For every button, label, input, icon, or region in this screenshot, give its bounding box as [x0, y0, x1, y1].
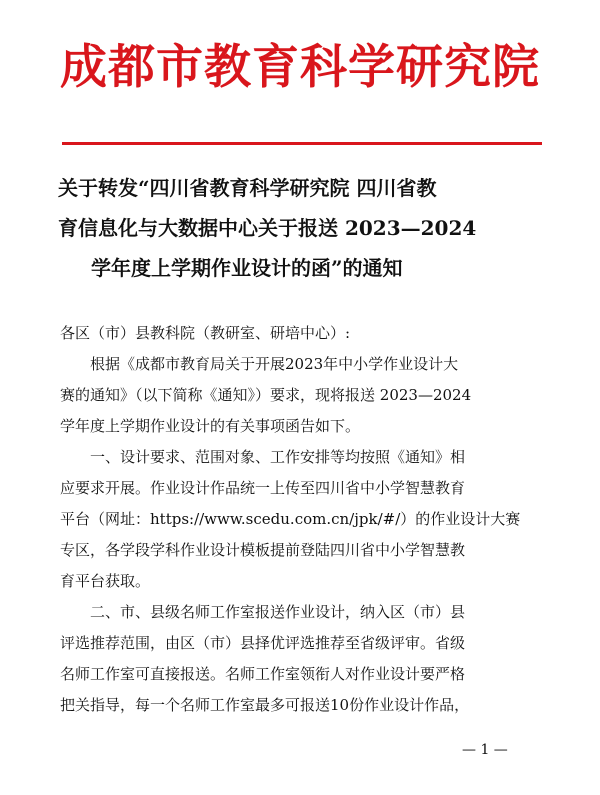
paragraph-line: 把关指导，每一个名师工作室最多可报送10份作业设计作品， — [60, 696, 470, 714]
title-line: 关于转发“四川省教育科学研究院 四川省教 — [58, 176, 437, 200]
letterhead-org-name: 成都市教育科学研究院 — [60, 40, 540, 95]
paragraph-line: 评选推荐范围，由区（市）县择优评选推荐至省级评审。省级 — [60, 634, 466, 652]
document-body — [60, 318, 548, 721]
title-line: 学年度上学期作业设计的函”的通知 — [91, 256, 403, 280]
paragraph-1 — [60, 349, 548, 442]
title-line: 育信息化与大数据中心关于报送 2023—2024 — [58, 216, 477, 240]
paragraph-3 — [60, 597, 548, 721]
document-title — [58, 168, 548, 288]
page-number: — 1 — — [462, 742, 508, 758]
paragraph-line: 赛的通知》（以下简称《通知》）要求，现将报送 2023—2024 — [60, 386, 472, 404]
salutation: 各区（市）县教科院（教研室、研培中心）: — [60, 324, 351, 342]
paragraph-line: 一、设计要求、范围对象、工作安排等均按照《通知》相 — [90, 448, 466, 466]
paragraph-line: 育平台获取。 — [60, 572, 151, 590]
paragraph-2 — [60, 442, 548, 597]
paragraph-line: 根据《成都市教育局关于开展2023年中小学作业设计大 — [90, 355, 459, 373]
paragraph-line: 二、市、县级名师工作室报送作业设计，纳入区（市）县 — [90, 603, 466, 621]
paragraph-line: 名师工作室可直接报送。名师工作室领衔人对作业设计要严格 — [60, 665, 466, 683]
paragraph-line: 平台（网址：https://www.scedu.com.cn/jpk/#/）的作业设计大赛 — [60, 510, 521, 528]
paragraph-line: 学年度上学期作业设计的有关事项函告如下。 — [60, 417, 361, 435]
letterhead-divider — [62, 142, 542, 145]
paragraph-line: 专区，各学段学科作业设计模板提前登陆四川省中小学智慧教 — [60, 541, 466, 559]
paragraph-line: 应要求开展。作业设计作品统一上传至四川省中小学智慧教育 — [60, 479, 466, 497]
